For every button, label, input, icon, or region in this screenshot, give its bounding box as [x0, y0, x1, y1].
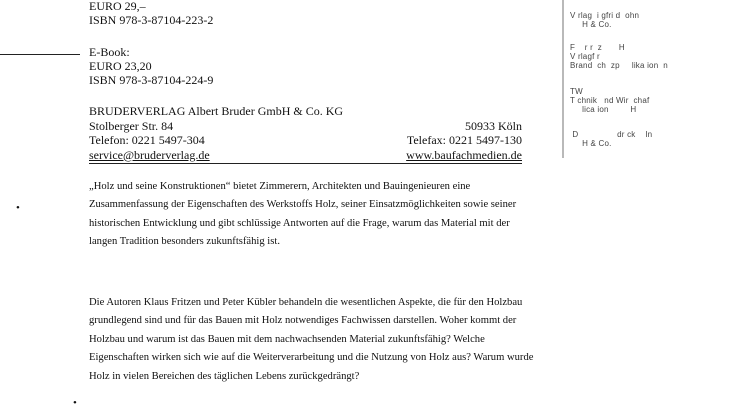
publisher-website-link[interactable]: www.baufachmedien.de: [406, 147, 522, 162]
publisher-email-link[interactable]: service@bruderverlag.de: [89, 147, 210, 162]
bullet-marker: •: [16, 202, 20, 214]
sidebar-entry: TW T chnik nd Wir chaf lica ion H: [570, 87, 650, 114]
description-continued: [89, 294, 534, 386]
publisher-phone: Telefon: 0221 5497-304: [89, 133, 205, 147]
print-edition: [89, 0, 213, 27]
description-paragraph: „Holz und seine Konstruktionen“ bietet Zimmerern, Architekten und Bauingenieuren eine Zusammenfassung der Eigenschaften des Werkstoffs Holz, seiner Einsatzmöglichkeiten sowie seiner historischen Entwicklung und gibt schlüssige Antworten auf die Frage, warum das Material mit der langen Tradition besonders zukunftsfähig ist.: [89, 181, 517, 248]
left-rule: [0, 54, 80, 55]
bullet-marker: •: [73, 397, 77, 409]
publisher-city: 50933 Köln: [465, 118, 522, 133]
sidebar-entry: V rlag i gfri d ohn H & Co.: [570, 11, 640, 29]
publisher-rule: [89, 163, 522, 164]
publisher-contact: [89, 104, 522, 162]
ebook-edition: [89, 45, 213, 87]
ebook-isbn: ISBN 978-3-87104-224-9: [89, 73, 214, 87]
publisher-fax: Telefax: 0221 5497-130: [406, 133, 522, 147]
publisher-name-row: [89, 104, 522, 119]
description: [89, 178, 534, 252]
publisher-name: BRUDERVERLAG Albert Bruder GmbH & Co. KG: [89, 104, 344, 118]
sidebar-border: [562, 0, 564, 158]
sidebar-entry: D dr ck In H & Co.: [572, 130, 653, 148]
ebook-label: E-Book:: [89, 45, 130, 59]
publisher-links-row: [89, 148, 522, 163]
publisher-street: Stolberger Str. 84: [89, 118, 174, 133]
publisher-phone-row: [89, 133, 522, 148]
print-isbn: ISBN 978-3-87104-223-2: [89, 13, 214, 27]
sidebar-entry: F r r z H V rlagf r Brand ch zp lika ion n: [570, 43, 668, 70]
sidebar: [562, 0, 732, 158]
print-price: EURO 29,–: [89, 0, 146, 13]
description-paragraph: Die Autoren Klaus Fritzen und Peter Kübler behandeln die wesentlichen Aspekte, die für den Holzbau grundlegend sind und für das Bauen mit Holz notwendiges Fachwissen darstellen. Woher kommt der Holzbau und warum ist das Bauen mit dem nachwachsenden Material zukunftsfähig? Welche Eigenschaften wirken sich wie auf die Weiterverarbeitung und die Nutzung von Holz aus? Warum wurde Holz in vielen Bereichen des täglichen Lebens zurückgedrängt?: [89, 297, 534, 382]
publisher-address-row: [89, 119, 522, 134]
ebook-price: EURO 23,20: [89, 59, 152, 73]
